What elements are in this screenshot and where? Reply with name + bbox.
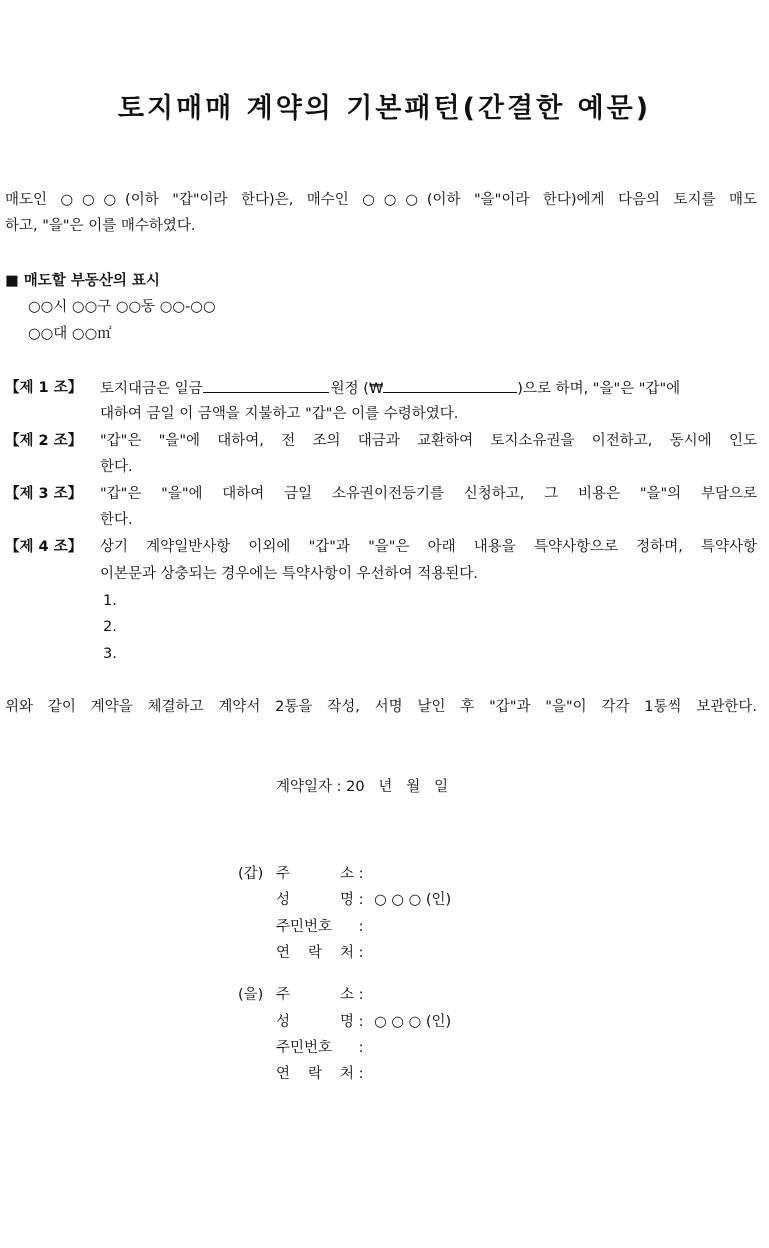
special-item-2: 2. xyxy=(103,619,117,635)
article-2-line-1: "갑"은 "을"에 대하여, 전 조의 대금과 교환하여 토지소유권을 이전하고, 동시에 인도 xyxy=(100,433,757,449)
party-b-id-label: 주민번호 xyxy=(276,1040,333,1056)
property-address: ○○시 ○○구 ○○동 ○○-○○ xyxy=(28,299,216,315)
party-a-address-colon: : xyxy=(358,866,364,882)
article-1-label: 【제 1 조】 xyxy=(5,380,83,396)
party-a-contact-row xyxy=(276,943,364,963)
property-heading: ■ 매도할 부동산의 표시 xyxy=(5,273,160,289)
article-1-line-2: 대하여 금일 이 금액을 지불하고 "갑"은 이를 수령하였다. xyxy=(100,406,459,422)
party-a-contact-label: 연 락 처 xyxy=(276,945,354,961)
party-a-name-colon: : xyxy=(358,892,364,908)
article-3-line-2: 한다. xyxy=(100,512,133,528)
party-a-address-row xyxy=(276,864,364,884)
article-1-line-1 xyxy=(100,378,680,399)
party-a-address-label: 주 소 xyxy=(276,866,354,882)
article-3-line-1: "갑"은 "을"에 대하여 금일 소유권이전등기를 신청하고, 그 비용은 "을"의 부담으로 xyxy=(100,486,757,502)
party-b-name-colon: : xyxy=(358,1014,364,1030)
intro-line-1: 매도인 ○○○(이하 "갑"이라 한다)은, 매수인 ○○○(이하 "을"이라 한다)에게 다음의 토지를 매도 xyxy=(5,192,757,208)
party-b-id-colon: : xyxy=(358,1040,364,1056)
special-item-3: 3. xyxy=(103,646,117,662)
article-2-line-2: 한다. xyxy=(100,459,133,475)
article-4-line-2: 이본문과 상충되는 경우에는 특약사항이 우선하여 적용된다. xyxy=(100,566,478,582)
article-4-label: 【제 4 조】 xyxy=(5,539,83,555)
property-area: ○○대 ○○㎡ xyxy=(28,326,112,342)
party-b-name-row xyxy=(276,1012,451,1032)
party-a-id-row xyxy=(276,917,364,937)
party-b-address-label: 주 소 xyxy=(276,987,354,1003)
article-2-label: 【제 2 조】 xyxy=(5,433,83,449)
party-b-name-label: 성 명 xyxy=(276,1014,354,1030)
document-title: 토지매매 계약의 기본패턴(간결한 예문) xyxy=(117,93,652,124)
party-a-id-colon: : xyxy=(358,919,364,935)
party-a-name-row xyxy=(276,890,451,910)
party-b-contact-colon: : xyxy=(358,1066,364,1082)
party-a-contact-colon: : xyxy=(358,945,364,961)
intro-line-2: 하고, "을"은 이를 매수하였다. xyxy=(5,218,196,234)
article-1-text-c: )으로 하며, "을"은 "갑"에 xyxy=(517,381,681,397)
party-b-contact-row xyxy=(276,1064,364,1084)
article-1-text-a: 토지대금은 일금 xyxy=(100,381,203,397)
party-a-id-label: 주민번호 xyxy=(276,919,333,935)
special-item-1: 1. xyxy=(103,593,117,609)
party-b-id-row xyxy=(276,1038,364,1058)
party-b-name-value: ○ ○ ○ (인) xyxy=(374,1014,452,1030)
party-a-name-value: ○ ○ ○ (인) xyxy=(374,892,452,908)
closing-statement: 위와 같이 계약을 체결하고 계약서 2통을 작성, 서명 날인 후 "갑"과 "을"이 각각 1통씩 보관한다. xyxy=(5,699,757,715)
amount-number-blank xyxy=(383,378,517,393)
party-b-tag: (을) xyxy=(238,987,264,1003)
article-1-text-b: 원정 (₩ xyxy=(330,381,384,397)
party-b-address-colon: : xyxy=(358,987,364,1003)
article-4-line-1: 상기 계약일반사항 이외에 "갑"과 "을"은 아래 내용을 특약사항으로 정하며, 특약사항 xyxy=(100,539,757,555)
article-3-label: 【제 3 조】 xyxy=(5,486,83,502)
amount-korean-blank xyxy=(203,378,329,393)
party-a-tag: (갑) xyxy=(238,866,264,882)
party-b-contact-label: 연 락 처 xyxy=(276,1066,354,1082)
party-a-name-label: 성 명 xyxy=(276,892,354,908)
party-b-address-row xyxy=(276,985,364,1005)
contract-date: 계약일자 : 20 년 월 일 xyxy=(276,779,449,795)
